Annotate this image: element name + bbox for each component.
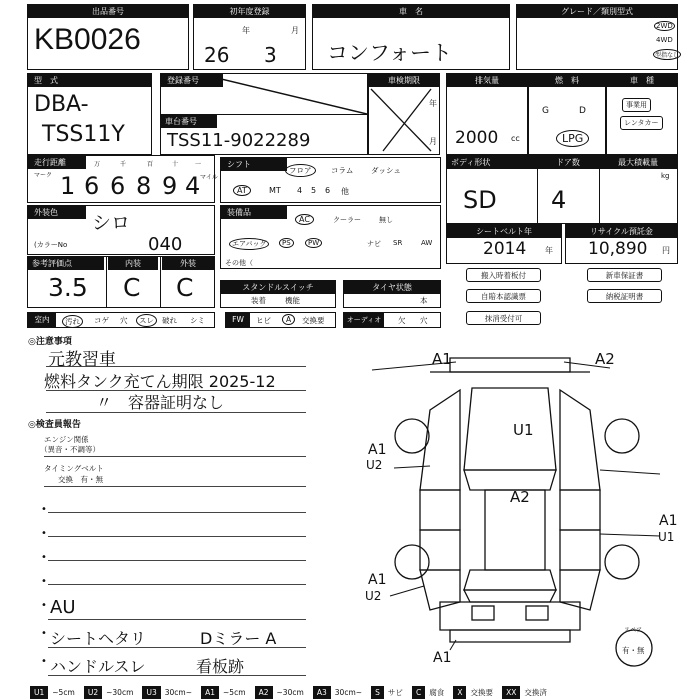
- chassis-no-header: 車台番号: [161, 115, 217, 128]
- report-mirror: Dミラー A: [200, 629, 277, 648]
- eval-score: 3.5: [48, 273, 88, 302]
- usage-rental: レンタカー: [620, 116, 663, 130]
- steering-equipped: 装着: [251, 296, 266, 305]
- cabin-hole: 穴: [120, 316, 128, 325]
- body-shape: SD: [463, 186, 497, 214]
- drive-2wd: 2WD: [656, 22, 673, 30]
- inspector-label: ◎検査員報告: [28, 420, 81, 430]
- timing-sub: 交換 有・無: [58, 475, 103, 484]
- grade-header: グレード／類別型式: [517, 5, 677, 18]
- shift-mt: MT: [269, 186, 281, 195]
- capacity-unit: kg: [661, 172, 670, 180]
- doors-header: ドア数: [537, 156, 599, 169]
- legend-key: U1: [30, 686, 48, 699]
- mark-u2-left-rear: U2: [365, 589, 382, 603]
- exterior-header: 外装: [162, 257, 214, 270]
- legend-value: ~30cm: [106, 688, 134, 697]
- damage-legend: [30, 686, 690, 700]
- drive-4wd: 4WD: [656, 36, 673, 44]
- evaluation-box: [27, 256, 215, 308]
- recycle-box: [565, 224, 678, 264]
- usage-box: [606, 73, 678, 155]
- mark-u1-hood: U1: [513, 421, 534, 439]
- inspection-box: [368, 73, 440, 155]
- fw-row: [225, 312, 336, 328]
- equip-ps: PS: [279, 238, 294, 248]
- car-name: コンフォート: [327, 41, 452, 65]
- steering-box: [220, 280, 336, 308]
- mark-a1-left-rear: A1: [368, 572, 387, 588]
- mileage-digit-3: 6: [110, 172, 126, 200]
- doc-plate: 搬入時着板付: [466, 268, 541, 282]
- displacement-unit: cc: [511, 134, 520, 143]
- fw-crack: ヒビ: [256, 316, 271, 325]
- fuel-g: G: [542, 106, 549, 116]
- cabin-burn: コゲ: [94, 316, 109, 325]
- color-box: [27, 205, 215, 255]
- tire-header: タイヤ状態: [344, 281, 440, 294]
- legend-key: S: [371, 686, 384, 699]
- first-reg-year: 26: [204, 43, 230, 67]
- insp-month-unit: 月: [429, 137, 437, 146]
- seatbelt-header: シートベルト年: [447, 225, 561, 238]
- usage-header: 車 種: [607, 74, 677, 87]
- model-header: 型 式: [28, 74, 151, 87]
- steering-function: 機能: [285, 296, 300, 305]
- model-prefix: DBA-: [34, 92, 89, 117]
- timing-label: タイミングベルト: [44, 464, 104, 473]
- legend-key: XX: [502, 686, 520, 699]
- mileage-mark: マーク: [34, 172, 53, 179]
- note-2: 燃料タンク充てん期限 2025-12: [44, 372, 276, 391]
- legend-key: A1: [201, 686, 219, 699]
- equip-none: 無し: [379, 216, 393, 224]
- doc-deregistration: 抹消受付可: [466, 311, 541, 325]
- engine-sub: （異音・不調等）: [40, 445, 100, 454]
- report-signboard: 看板跡: [196, 657, 245, 676]
- mark-a2-front-right: A2: [595, 350, 615, 368]
- first-reg-month: 3: [264, 43, 277, 67]
- legend-value: ~5cm: [52, 688, 75, 697]
- usage-business: 事業用: [622, 98, 651, 112]
- seatbelt-box: [446, 224, 562, 264]
- year-unit: 年: [242, 26, 250, 35]
- equip-aw: AW: [421, 239, 433, 247]
- displacement-box: [446, 73, 528, 155]
- mark-u2-left-fender: U2: [366, 458, 383, 472]
- report-seat: シートヘタリ: [50, 629, 147, 648]
- fuel-d: D: [579, 106, 586, 116]
- equip-pw: PW: [305, 238, 322, 248]
- legend-key: A3: [313, 686, 331, 699]
- audio-row: [343, 312, 441, 328]
- legend-key: U2: [84, 686, 102, 699]
- audio-header: オーディオ: [344, 313, 384, 327]
- legend-value: 30cm~: [334, 688, 363, 697]
- fw-replace: 交換要: [302, 316, 325, 325]
- bullet: •: [41, 656, 47, 667]
- chassis-no: TSS11-9022289: [167, 130, 311, 151]
- body-box: [446, 155, 678, 224]
- mileage-digit-1: 1: [60, 172, 76, 200]
- equip-navi: ナビ: [367, 240, 381, 248]
- fw-header: FW: [226, 313, 250, 327]
- registration-box: [160, 73, 368, 155]
- tire-box: [343, 280, 441, 308]
- scale-man: 万: [94, 161, 101, 168]
- steering-header: スタンドルスイッチ: [221, 281, 335, 294]
- car-name-header: 車 名: [313, 5, 509, 18]
- shift-header: シフト: [221, 158, 287, 171]
- mileage-digit-2: 6: [84, 172, 100, 200]
- bullet: •: [41, 600, 47, 611]
- mark-a1-front-left: A1: [432, 350, 452, 368]
- first-registration-box: [193, 4, 306, 70]
- model-box: [27, 73, 152, 155]
- mileage-digit-5: 9: [162, 172, 178, 200]
- lot-number: KB0026: [34, 23, 141, 56]
- legend-key: C: [412, 686, 425, 699]
- lot-number-box: [27, 4, 189, 70]
- shift-box: [220, 157, 441, 203]
- recycle-header: リサイクル預託金: [566, 225, 677, 238]
- shift-5: 5: [311, 186, 317, 195]
- scale-ichi: 一: [195, 161, 202, 168]
- legend-key: U3: [142, 686, 160, 699]
- bullet: •: [41, 628, 47, 639]
- scale-hyaku: 百: [147, 161, 154, 168]
- grade-box: [516, 4, 678, 70]
- cabin-stain: シミ: [190, 316, 205, 325]
- mileage-digit-6: 4: [185, 172, 201, 200]
- shift-6: 6: [325, 186, 331, 195]
- inspection-header: 車検期限: [369, 74, 439, 87]
- scale-juu: 十: [172, 161, 179, 168]
- equip-cooler: クーラー: [333, 216, 361, 224]
- displacement-value: 2000: [455, 128, 499, 148]
- bullet: •: [41, 576, 47, 587]
- capacity-header: 最大積載量: [599, 156, 677, 169]
- fuel-lpg: LPG: [556, 130, 589, 147]
- mark-a2-roof: A2: [510, 488, 530, 506]
- equipment-box: [220, 205, 441, 269]
- mark-u1-right-door: U1: [658, 530, 675, 544]
- shift-at: AT: [233, 185, 251, 196]
- equip-other: その他（: [225, 259, 253, 267]
- legend-value: 交換要: [470, 688, 493, 697]
- displacement-header: 排気量: [447, 74, 527, 87]
- equipment-header: 装備品: [221, 206, 287, 219]
- color-no: 040: [148, 234, 183, 255]
- recycle-unit: 円: [662, 246, 670, 255]
- lot-number-header: 出品番号: [28, 5, 188, 18]
- first-registration-header: 初年度登録: [194, 5, 305, 18]
- color-value: シロ: [92, 212, 131, 234]
- color-no-label: (カラーNo: [34, 241, 68, 249]
- mark-a1-right-door: A1: [659, 513, 678, 529]
- color-header: 外装色: [28, 206, 86, 219]
- equip-sr: SR: [393, 239, 403, 247]
- model-code: TSS11Y: [42, 122, 125, 147]
- legend-value: サビ: [387, 688, 403, 697]
- engine-label: エンジン関係: [44, 435, 89, 444]
- doc-tax: 納税証明書: [587, 289, 662, 303]
- reg-strikeout-line: [217, 76, 367, 116]
- interior-grade: C: [123, 273, 141, 302]
- eval-header: 参考評価点: [28, 257, 104, 270]
- scale-sen: 千: [120, 161, 127, 168]
- interior-header: 内装: [108, 257, 158, 270]
- notes-label: ◎注意事項: [28, 337, 72, 347]
- drive-none: 型指なし: [653, 49, 681, 60]
- insp-year-unit: 年: [429, 99, 437, 108]
- exterior-grade: C: [176, 273, 194, 302]
- shift-other: 他: [341, 187, 349, 196]
- note-3: 〃 容器証明なし: [96, 393, 225, 412]
- equip-ac: AC: [295, 214, 314, 225]
- tire-unit: 本: [420, 296, 428, 305]
- audio-hole: 穴: [420, 316, 428, 325]
- body-shape-header: ボディ形状: [447, 156, 537, 169]
- equip-airbag: エアバッグ: [229, 238, 269, 250]
- fuel-box: [528, 73, 606, 155]
- shift-floor: フロア: [285, 164, 316, 177]
- recycle-amount: 10,890: [588, 239, 648, 259]
- mileage-header: 走行距離: [28, 156, 86, 169]
- seatbelt-unit: 年: [545, 246, 553, 255]
- report-au: AU: [50, 597, 76, 618]
- car-name-box: [312, 4, 510, 70]
- doc-warranty: 新車保証書: [587, 268, 662, 282]
- fw-a: A: [282, 314, 295, 325]
- note-1: 元教習車: [48, 350, 116, 370]
- report-handle: ハンドルスレ: [50, 657, 146, 676]
- shift-dash: ダッシュ: [371, 166, 401, 175]
- seatbelt-year: 2014: [483, 239, 527, 259]
- doors: 4: [551, 186, 567, 214]
- bullet: •: [41, 528, 47, 539]
- legend-key: X: [453, 686, 466, 699]
- cabin-dirt: 汚れ: [62, 315, 83, 328]
- legend-value: ~5cm: [223, 688, 246, 697]
- cabin-header: 室内: [28, 313, 56, 327]
- legend-value: ~30cm: [276, 688, 304, 697]
- audio-missing: 欠: [398, 316, 406, 325]
- shift-4: 4: [297, 186, 303, 195]
- cabin-scuff: スレ: [136, 314, 157, 327]
- reg-no-header: 登録番号: [161, 74, 223, 87]
- month-unit: 月: [291, 26, 299, 35]
- shift-column: コラム: [331, 166, 354, 175]
- mark-a1-left-fender: A1: [368, 442, 387, 458]
- legend-value: 腐食: [429, 688, 445, 697]
- legend-key: A2: [255, 686, 273, 699]
- mileage-box: [27, 155, 218, 203]
- mark-a1-rear-bumper: A1: [433, 650, 452, 666]
- legend-value: 30cm~: [164, 688, 193, 697]
- spare-label: スペア: [624, 627, 643, 634]
- cabin-tear: 破れ: [162, 316, 177, 325]
- doc-insurance: 自賠本認識票: [466, 289, 541, 303]
- bullet: •: [41, 552, 47, 563]
- cabin-row: [27, 312, 215, 328]
- legend-value: 交換済: [524, 688, 547, 697]
- mileage-digit-4: 8: [136, 172, 152, 200]
- mileage-unit: マイル: [200, 174, 218, 181]
- fuel-header: 燃 料: [529, 74, 605, 87]
- spare-value: 有・無: [622, 646, 645, 655]
- bullet: •: [41, 504, 47, 515]
